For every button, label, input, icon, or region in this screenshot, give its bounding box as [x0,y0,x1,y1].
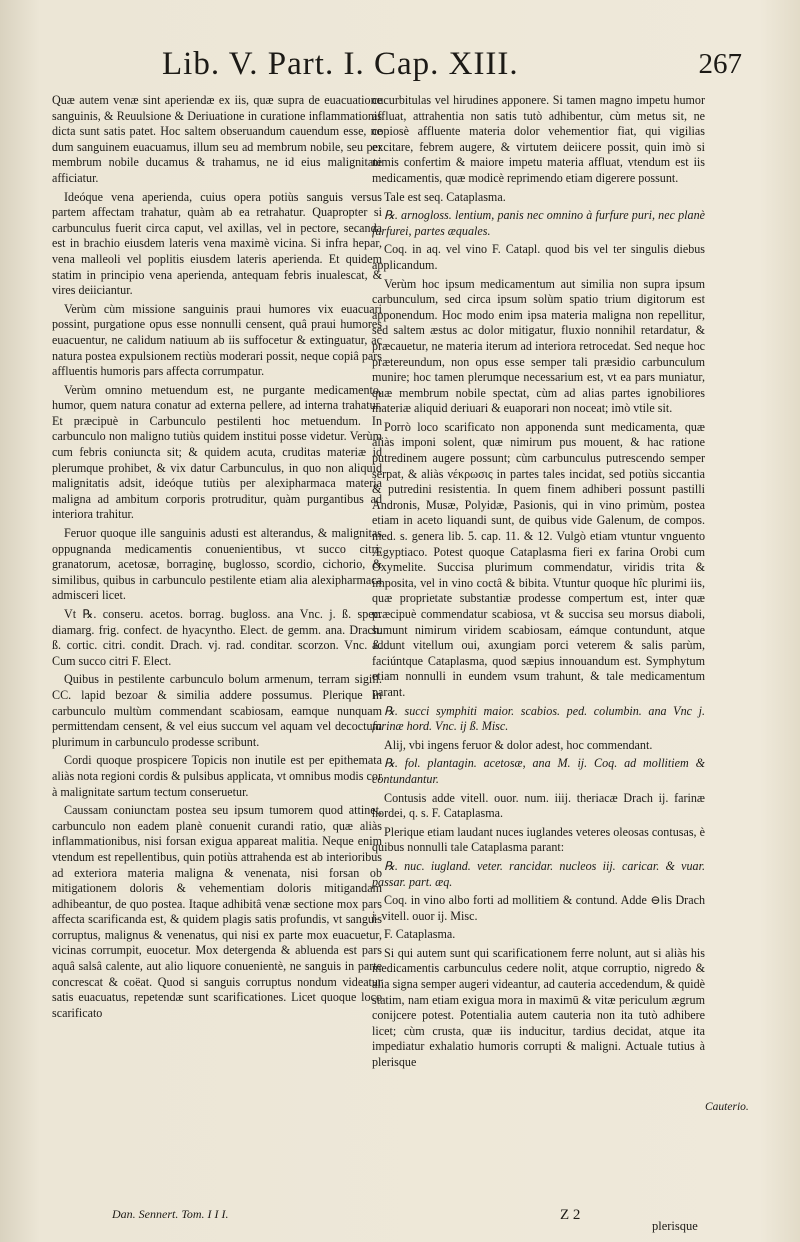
page-footer [0,1207,800,1237]
recipe-paragraph: Vt ℞. conseru. acetos. borrag. bugloss. ana Vnc. j. ß. spec. diamarg. frig. confect. de hyacyntho. Elect. de gemm. ana. Drach. ß. cortic. citri. condit. Drach. vj. rad. conditar. scorzon. Vnc. ß. Cum succo citri F. Elect. [52,607,382,668]
paragraph: Ideóque vena aperienda, cuius opera potiùs sanguis versus partem affectam trahatur, quàm ab ea retrahatur. Quapropter si carbunculus fuerit circa caput, vel axillas, vel in pectore, secanda est in brachio eiusdem lateris vena maximè vicina. Si infra hepar, vena malleoli vel poplitis eiusdem lateris aperienda. Et quidem statim in principio vena aperienda, antequam febris inualescat, & vires deiiciantur. [52,189,382,298]
paragraph: Cordi quoque prospicere Topicis non inutile est per epithemata aliàs nota regioni cordis & pulsibus applicata, vt omnibus modis cor à malignitate sartum tectum conseruetur. [52,753,382,799]
right-column [372,93,705,1203]
paragraph: Feruor quoque ille sanguinis adusti est alterandus, & malignitas oppugnanda medicamentis conuenientibus, vt succo citri, granatorum, acetosæ, borraginę, buglosso, scordio, cichorio, & similibus, quibus in carbunculo pestilente etiam alia alexipharmaca admisceri licet. [52,526,382,603]
recipe-paragraph: ℞. fol. plantagin. acetosæ, ana M. ij. Coq. ad mollitiem & contundantur. [372,756,705,786]
paragraph: Tale est seq. Cataplasma. [384,189,506,204]
recipe-paragraph: ℞. arnogloss. lentium, panis nec omnino à furfure puri, nec planè furfurei, partes æquales. [372,208,705,238]
left-column [52,93,382,1203]
paragraph: Si qui autem sunt qui scarificationem ferre nolunt, aut si aliàs his medicamentis carbunculus cedere nolit, atque corruptio, nigredo & alia signa semper augeri videantur, ad cauteria accedendum, & quidè statim, nam etiam exigua mora in maximū & vitæ periculum ægrum conijcere potest. Potentialia autem cauteria non ita tutò adhibere licet; cùm crusta, quæ iis inducitur, tardius decidat, atque ita impediatur exhalatio humoris corrupti & maligni. Actuale tutius à plerisque [372,945,705,1070]
catchword: plerisque [652,1219,698,1233]
paragraph: Coq. in aq. vel vino F. Catapl. quod bis vel ter singulis diebus applicandum. [372,242,705,272]
paragraph: Porrò loco scarificato non apponenda sunt medicamenta, quæ aliàs imponi solent, quæ nimirum pus mouent, & hac ratione putredinem augere possunt; cùm carbunculus putrescendo semper serpat, & aliàs νέκρωσις in partes tales incidat, sed potiùs siccantia & putredini resistentia. In quem finem adhiberi possunt pastilli Andronis, Musæ, Polyidæ, Pasionis, qui in vino primùm, postea etiam in aceto liquandi sunt, de quibus vide Galenum, de compos. med. s. genera lib. 5. cap. 11. & 12. Vulgò etiam vtuntur vnguento Ægyptiaco. Potest quoque Cataplasma fieri ex farina Orobi cum Oxymelite. Succisa plurimum commendatur, viridis trita & imposita, vel in vino coctâ & bibita. Vtuntur quoque hîc plurimi iis, quæ proprietate substantiæ prodesse compertum est, inter quæ præcipuè commendatur scabiosa, vt & succisa seu morsus diaboli, sumunt nimirum viridem scabiosam, eámque contundunt, atque addunt vitellum oui, axungiam porci veterem & salis parùm, faciúntque Cataplasma, quod sæpius innouandum est. Symphytum etiam nonnulli in eundem vsum trahunt, & tale medicamentum parant. [372,419,705,699]
margin-note: Cauterio. [705,1101,749,1113]
author-line: Dan. Sennert. Tom. I I I. [112,1207,229,1221]
paragraph: Quibus in pestilente carbunculo bolum armenum, terram sigill. CC. lapid bezoar & similia addere possumus. Plerique in carbunculo multùm commendant scabiosam, eamque nunquam permittendam censent, & vel eius succum vel aquam vel decoctum plurimum in carbunculo prodesse scribunt. [52,672,382,749]
paragraph: Verùm hoc ipsum medicamentum aut similia non supra ipsum carbunculum, sed circa ipsum solùm spatio trium digitorum est apponendum. Hoc modo enim ipsa materia maligna non repellitur, sed saltem æstus ac dolor mitigatur, fluxio nonnihil retardatur, & præcauetur, ne materia iterum ad interiora retrocedat. Sed neque hoc prætereundum, non opus esse semper tali præsidio carbunculum munire; hoc tamen plerumque necessarium est, vt ea pars muniatur, quæ membrum nobile spectat, cùm ad alias partes ignobiliores materiæ aliquid deriuari & euaporari non noceat; imò vtile sit. [372,276,705,416]
paragraph: Caussam coniunctam postea seu ipsum tumorem quod attinet, carbunculo non eadem planè conuenit curandi ratio, quæ aliàs inflammationibus, nisi forsan exigua appareat malitia. Neque enim vtendum est repellentibus, quin potiùs attrahenda est ab interioribus ad exteriora materia maligna & venenata, nisi forsan ob mitigationem doloris & vehementiam doloris mitigandam adhibeantur, de quo postea. Itaque adhibitâ venæ sectione mox pars affecta scarificanda est, & quidem plagis satis profundis, vt sanguis corruptus, malignus & venenatus, qui nisi ex parte mox euacuetur, vicinas corrumpit, euocetur. Mox detergenda & abluenda est pars aquâ salsâ calente, aut alio liquore conuenientè, ne sanguis in parte concrescat & coëat. Quod si sanguis corruptus nondum videatur satis euacuatus, repetendæ sunt scarificationes. Licet quoque loco scarificato [52,803,382,1020]
paragraph: Alij, vbi ingens feruor & dolor adest, hoc commendant. [384,737,653,752]
recipe-paragraph: ℞. nuc. iugland. veter. rancidar. nucleos iij. caricar. & vuar. passar. part. æq. [372,858,705,889]
paragraph: Verùm omnino metuendum est, ne purgante medicamento, humor, quem natura conatur ad externa pellere, ad interna trahatur. Et præcipuè in Carbunculo pestilenti hoc metuendum. In carbunculo non maligno tutiùs quidem institui posse videtur. Verùm cum febris coniuncta sit; & quidem acuta, cruditas materiæ id plerumque prohibet, & vix datur Carbunculus, in quo non aliquid malignitatis adsit, ideóque tutiùs per alexipharmaca materia maligna ad ambitum corporis protruditur, quàm purgantibus ad interiora trahitur. [52,382,382,522]
paragraph: Verùm cùm missione sanguinis praui humores vix euacuari possint, purgatione opus esse nonnulli censent, quâ praui humores euacuentur, ne calidum natiuum ab iis suffocetur & extinguatur, ac natura postea expulsionem rectiùs moderari possit, neque copiâ pars affluentis humoris pars affecta corrumpatur. [52,301,382,379]
paragraph: cucurbitulas vel hirudines apponere. Si tamen magno impetu humor affluat, attrahentia non satis tutò adhibentur, cùm metus sit, ne copiosè affluente materia dolor vehementior fiat, qui vigilias excitare, febrem augere, & virtutem deiicere possit, quin imò si nimis confertim & maiore impetu materia affluat, vtendum est iis medicamentis, quæ modicè reprimendo etiam digerere possunt. [372,93,705,185]
paragraph: Contusis adde vitell. ouor. num. iiij. theriacæ Drach ij. farinæ hordei, q. s. F. Cataplasma. [372,790,705,821]
signature-mark: Z 2 [560,1207,581,1223]
paragraph: Quæ autem venæ sint aperiendæ ex iis, quæ supra de euacuatione sanguinis, & Reuulsione & Deriuatione in curatione inflammationis dicta sunt satis patet. Hoc saltem obseruandum cauendum esse, ne dum sanguinem euacuamus, illum seu ad membrum nobile, seu per membrum nobile ducamus & trahamus, ne id eius malignitate afficiatur. [52,93,382,185]
paragraph: F. Cataplasma. [384,927,456,942]
page-number: 267 [698,48,742,80]
running-title: Lib. V. Part. I. Cap. XIII. [162,46,519,82]
paragraph: Coq. in vino albo forti ad mollitiem & contund. Adde ⊖lis Drach j. vitell. ouor ij. Misc. [372,893,705,923]
page-header [0,46,800,88]
recipe-paragraph: ℞. succi symphiti maior. scabios. ped. columbin. ana Vnc j. farinæ hord. Vnc. ij ß. Misc. [372,703,705,734]
paragraph: Plerique etiam laudant nuces iuglandes veteres oleosas contusas, è quibus nonnulli tale Cataplasma parant: [372,824,705,855]
